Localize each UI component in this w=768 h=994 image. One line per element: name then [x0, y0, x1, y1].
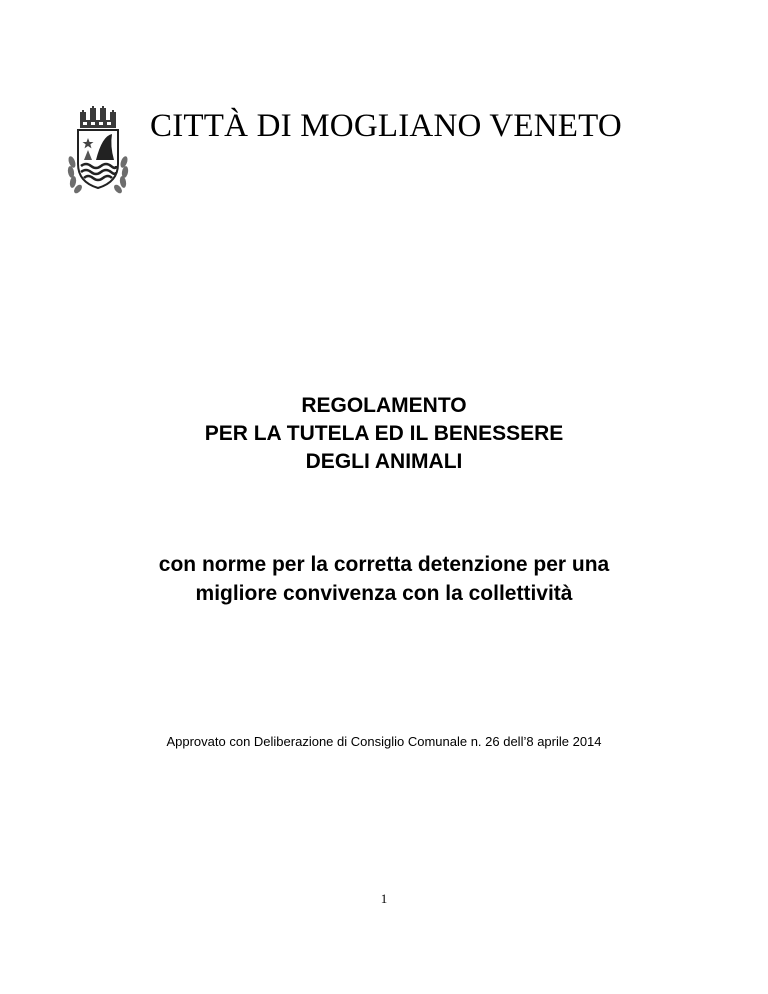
coat-of-arms-icon: [66, 102, 130, 194]
title-line: REGOLAMENTO: [301, 394, 467, 417]
title-line: PER LA TUTELA ED IL BENESSERE: [204, 422, 564, 445]
document-title: [0, 392, 768, 476]
city-name-heading: CITTÀ DI MOGLIANO VENETO: [150, 108, 622, 144]
subtitle-line: con norme per la corretta detenzione per una: [158, 553, 610, 576]
page-number: 1: [380, 891, 388, 906]
document-subtitle: [0, 550, 768, 608]
approval-note: Approvato con Deliberazione di Consiglio Comunale n. 26 dell’8 aprile 2014: [166, 734, 602, 749]
subtitle-line: migliore convivenza con la collettività: [195, 582, 573, 605]
title-line: DEGLI ANIMALI: [305, 450, 463, 473]
